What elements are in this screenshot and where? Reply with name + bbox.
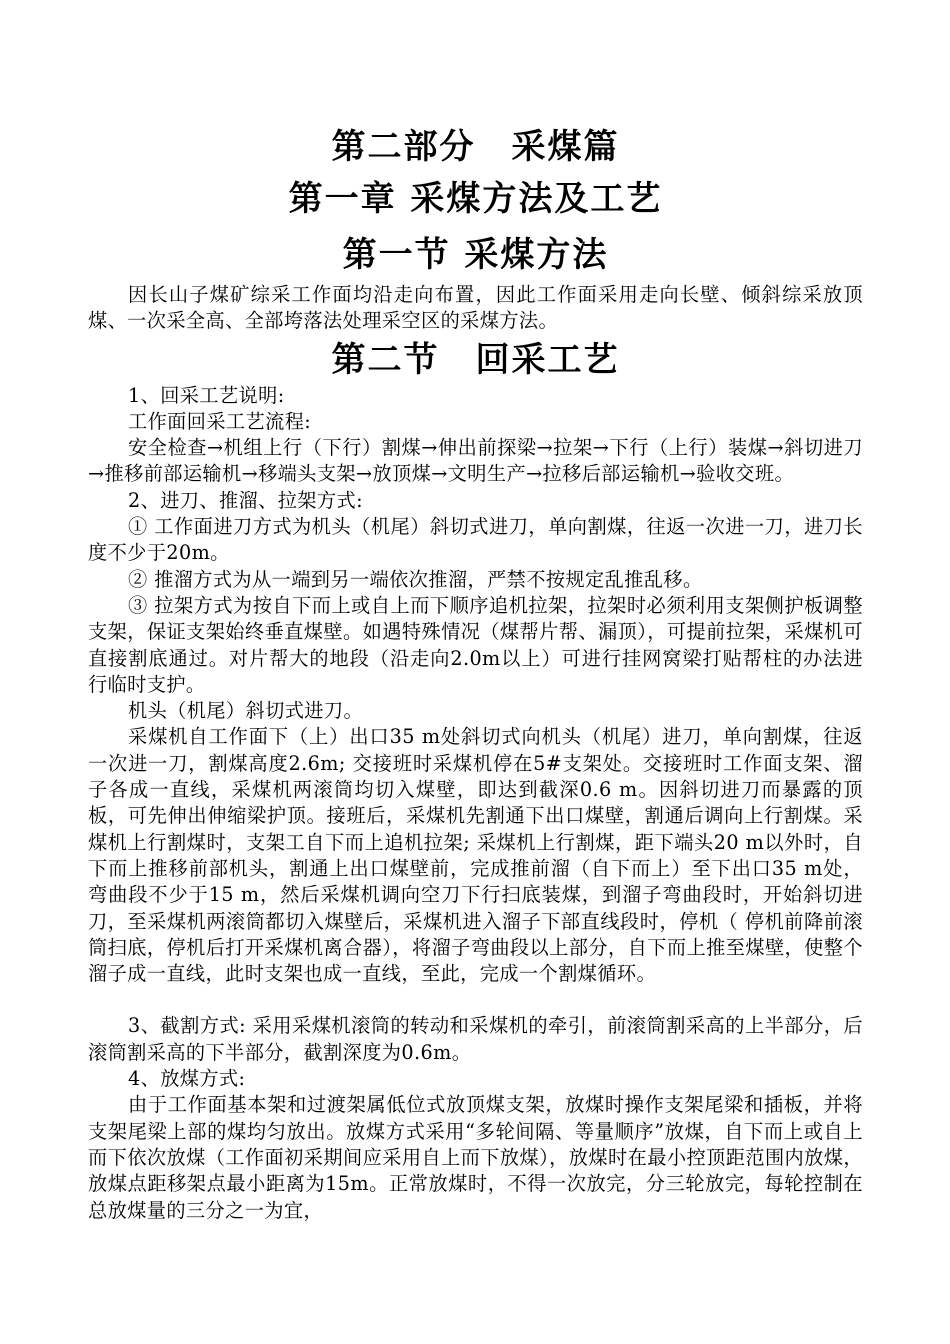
paragraph-4: 2、进刀、推溜、拉架方式: <box>128 488 363 512</box>
paragraph-3: 安全检查→机组上行（下行）割煤→伸出前探梁→拉架→下行（上行）装煤→斜切进刀→推移前部运输机→移端头支架→放顶煤→文明生产→拉移后部运输机→验收交班。 <box>88 436 863 486</box>
paragraph-10: 3、截割方式: 采用采煤机滚筒的转动和采煤机的牵引，前滚筒割采高的上半部分，后滚筒割采高的下半部分，截割深度为0.6m。 <box>88 1014 863 1064</box>
paragraph-1: 1、回采工艺说明: <box>128 383 285 407</box>
paragraph-12: 由于工作面基本架和过渡架属低位式放顶煤支架，放煤时操作支架尾梁和插板，并将支架尾梁上部的煤均匀放出。放煤方式采用“多轮间隔、等量顺序”放煤，自下而上或自上而下依次放煤（工作面初采期间应采用自上而下放煤），放煤时在最小控顶距范围内放煤，放煤点距移架点最小距离为15m。正常放煤时，不得一次放完，分三轮放完，每轮控制在总放煤量的三分之一为宜， <box>88 1093 863 1222</box>
section-title-1: 第一节 采煤方法 <box>342 235 609 275</box>
section-title-2: 第二节 回采工艺 <box>331 339 620 380</box>
document-page <box>88 122 863 1224</box>
paragraph-8: 机头（机尾）斜切式进刀。 <box>128 699 364 723</box>
paragraph-11: 4、放煤方式: <box>128 1067 246 1091</box>
chapter-title: 第一章 采煤方法及工艺 <box>288 179 663 219</box>
blank-line <box>88 987 863 1013</box>
part-title: 第二部分 采煤篇 <box>331 127 620 167</box>
paragraph-2: 工作面回采工艺流程: <box>128 409 312 433</box>
paragraph-mining-method: 因长山子煤矿综采工作面均沿走向布置，因此工作面采用走向长壁、倾斜综采放顶煤、一次采全高、全部垮落法处理采空区的采煤方法。 <box>88 283 863 333</box>
paragraph-7: ③ 拉架方式为按自下而上或自上而下顺序追机拉架，拉架时必须利用支架侧护板调整支架，保证支架始终垂直煤壁。如遇特殊情况（煤帮片帮、漏顶），可提前拉架，采煤机可直接割底通过。对片帮大的地段（沿走向2.0m以上）可进行挂网窝梁打贴帮柱的办法进行临时支护。 <box>88 593 863 696</box>
paragraph-9: 采煤机自工作面下（上）出口35 m处斜切式向机头（机尾）进刀，单向割煤，往返一次进一刀，割煤高度2.6m; 交接班时采煤机停在5#支架处。交接班时工作面支架、溜子各成一直线，采煤机两滚筒均切入煤壁，即达到截深0.6 m。因斜切进刀而暴露的顶板，可先伸出伸缩梁护顶。接班后，采煤机先割通下出口煤壁，割通后调向上行割煤。采煤机上行割煤时，支架工自下而上追机拉架; 采煤机上行割煤，距下端头20 m以外时，自下而上推移前部机头，割通上出口煤壁前，完成推前溜（自下而上）至下出口35 m处，弯曲段不少于15 m，然后采煤机调向空刀下行扫底装煤，到溜子弯曲段时，开始斜切进刀，至采煤机两滚筒都切入煤壁后，采煤机进入溜子下部直线段时，停机（ 停机前降前滚筒扫底，停机后打开采煤机离合器），将溜子弯曲段以上部分，自下而上推至煤壁，使整个溜子成一直线，此时支架也成一直线，至此，完成一个割煤循环。 <box>88 725 863 986</box>
paragraph-6: ② 推溜方式为从一端到另一端依次推溜，严禁不按规定乱推乱移。 <box>128 567 703 591</box>
paragraph-5: ① 工作面进刀方式为机头（机尾）斜切式进刀，单向割煤，往返一次进一刀，进刀长度不少于20m。 <box>88 515 863 565</box>
